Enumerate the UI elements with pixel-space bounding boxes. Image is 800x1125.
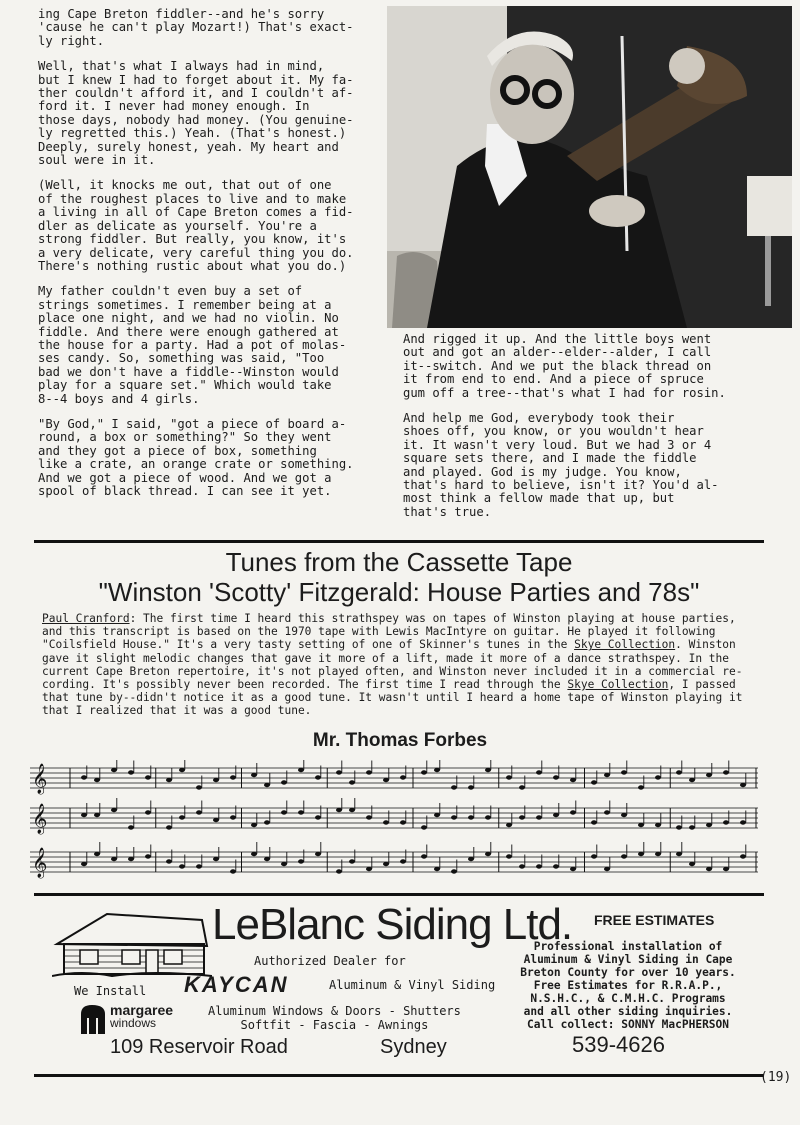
article-right-column <box>403 333 788 531</box>
advertisement <box>34 898 764 1070</box>
section-divider <box>34 540 764 543</box>
ad-city: Sydney <box>380 1036 447 1058</box>
intro-text: . Winston gave it slight melodic changes that gave it more of a lift, made it more of a dance strathspey. In the current Cape Breton repertoire, it's not played often, and Winston never included it in a commercial re- cording. It's possibly never been recorded. The first time I read through the <box>42 638 743 692</box>
section-title <box>34 547 764 607</box>
page-number: (19) <box>760 1070 792 1085</box>
tune-intro <box>42 612 762 718</box>
book-title: Skye Collection <box>574 638 676 652</box>
windows-logo <box>80 1004 200 1038</box>
we-install: We Install <box>74 984 147 998</box>
ad-description: Professional installation of Aluminum & Vinyl Siding in Cape Breton County for over 10 years. Free Estimates for R.R.A.P., N.S.H.C., & C.M.H.C. Programs and all other siding inquiries. Call collect: SONNY MacPHERSON <box>520 940 736 1031</box>
article-paragraph: And help me God, everybody took their shoes off, you know, or you wouldn't hear it. It wasn't very loud. But we had 3 or 4 square sets there, and I made the fiddle and played. God is my judge. You know, that's hard to believe, isn't it? You'd al- most think a fellow made that up, but that's true. <box>403 411 719 519</box>
speaker-name: Paul Cranford <box>42 612 130 625</box>
svg-text:𝄞: 𝄞 <box>32 764 48 794</box>
section-title-line: "Winston 'Scotty' Fitzgerald: House Parties and 78s" <box>98 577 700 607</box>
svg-text:𝄞: 𝄞 <box>32 848 48 878</box>
section-divider <box>34 893 764 896</box>
article-left-column <box>38 8 388 510</box>
music-staff <box>30 798 758 835</box>
article-paragraph: Well, that's what I always had in mind, but I knew I had to forget about it. My fa- ther couldn't afford it, and I couldn't af- ford it. I never had money enough. In those days, nobody had money. (You genuine- ly regretted this.) Yeah. (That's honest.) Deeply, surely honest, yeah. My heart and soul were in it. <box>38 59 354 168</box>
book-title: Skye Collection <box>567 678 669 692</box>
windows-sub: windows <box>110 1016 157 1030</box>
fiddler-photo <box>387 6 792 328</box>
section-title-line: Tunes from the Cassette Tape <box>225 547 573 577</box>
intro-text: : The first time I heard this strathspey was on tapes of Winston playing at house parties, and this transcript is based on the 1970 tape with Lewis MacIntyre on guitar. He played it following "Coilsfield House." It's a very tasty setting of one of Skinner's tunes in the <box>42 612 736 652</box>
article-paragraph: My father couldn't even buy a set of strings sometimes. I remember being at a place one night, and we had no violin. No fiddle. And there were enough gathered at the house for a party. Had a pot of molas- ses candy. So, something was said, "Too bad we don't have a fiddle--Winston would play for a square set." Which would take 8--4 boys and 4 girls. <box>38 284 347 406</box>
house-icon <box>52 906 212 978</box>
music-staff <box>30 760 758 795</box>
article-paragraph: "By God," I said, "got a piece of board a- round, a box or something?" So they went and they got a piece of box, something like a crate, an orange crate or something. And we got a piece of wood. And we got a spool of black thread. I can see it yet. <box>38 416 354 498</box>
free-estimates: FREE ESTIMATES <box>594 912 715 928</box>
article-paragraph: ing Cape Breton fiddler--and he's sorry 'cause he can't play Mozart!) That's exact- ly right. <box>38 7 354 48</box>
ad-phone: 539-4626 <box>572 1032 665 1057</box>
brand-logo: KAYCAN <box>184 972 289 997</box>
sheet-music <box>30 760 770 885</box>
windows-products: Aluminum Windows & Doors - Shutters Softfit - Fascia - Awnings <box>208 1004 461 1032</box>
company-name: LeBlanc Siding Ltd. <box>212 900 573 949</box>
window-icon <box>80 1004 106 1034</box>
windows-brand: margaree <box>110 1002 174 1018</box>
svg-text:𝄞: 𝄞 <box>32 804 48 834</box>
tune-title: Mr. Thomas Forbes <box>312 730 488 751</box>
article-paragraph: And rigged it up. And the little boys went out and got an alder--elder--alder, I call it--switch. And we put the black thread on it from end to end. And a piece of spruce gum off a tree--that's what I had for rosin. <box>403 332 726 400</box>
ad-address: 109 Reservoir Road <box>110 1036 288 1058</box>
music-staff <box>30 842 758 879</box>
dealer-label: Authorized Dealer for <box>254 954 406 968</box>
article-paragraph: (Well, it knocks me out, that out of one of the roughest places to live and to make a living in all of Cape Breton comes a fid- dler as delicate as yourself. You're a strong fiddler. But really, you know, it's a very delicate, very careful thing you do. There's nothing rustic about what you do.) <box>38 178 354 273</box>
intro-text: , I passed that tune by--didn't notice it as a good tune. It wasn't until I heard a home tape of Winston playing it that I realized that it was a good tune. <box>42 678 743 718</box>
brand-products: Aluminum & Vinyl Siding <box>329 978 496 992</box>
section-divider <box>34 1074 764 1077</box>
